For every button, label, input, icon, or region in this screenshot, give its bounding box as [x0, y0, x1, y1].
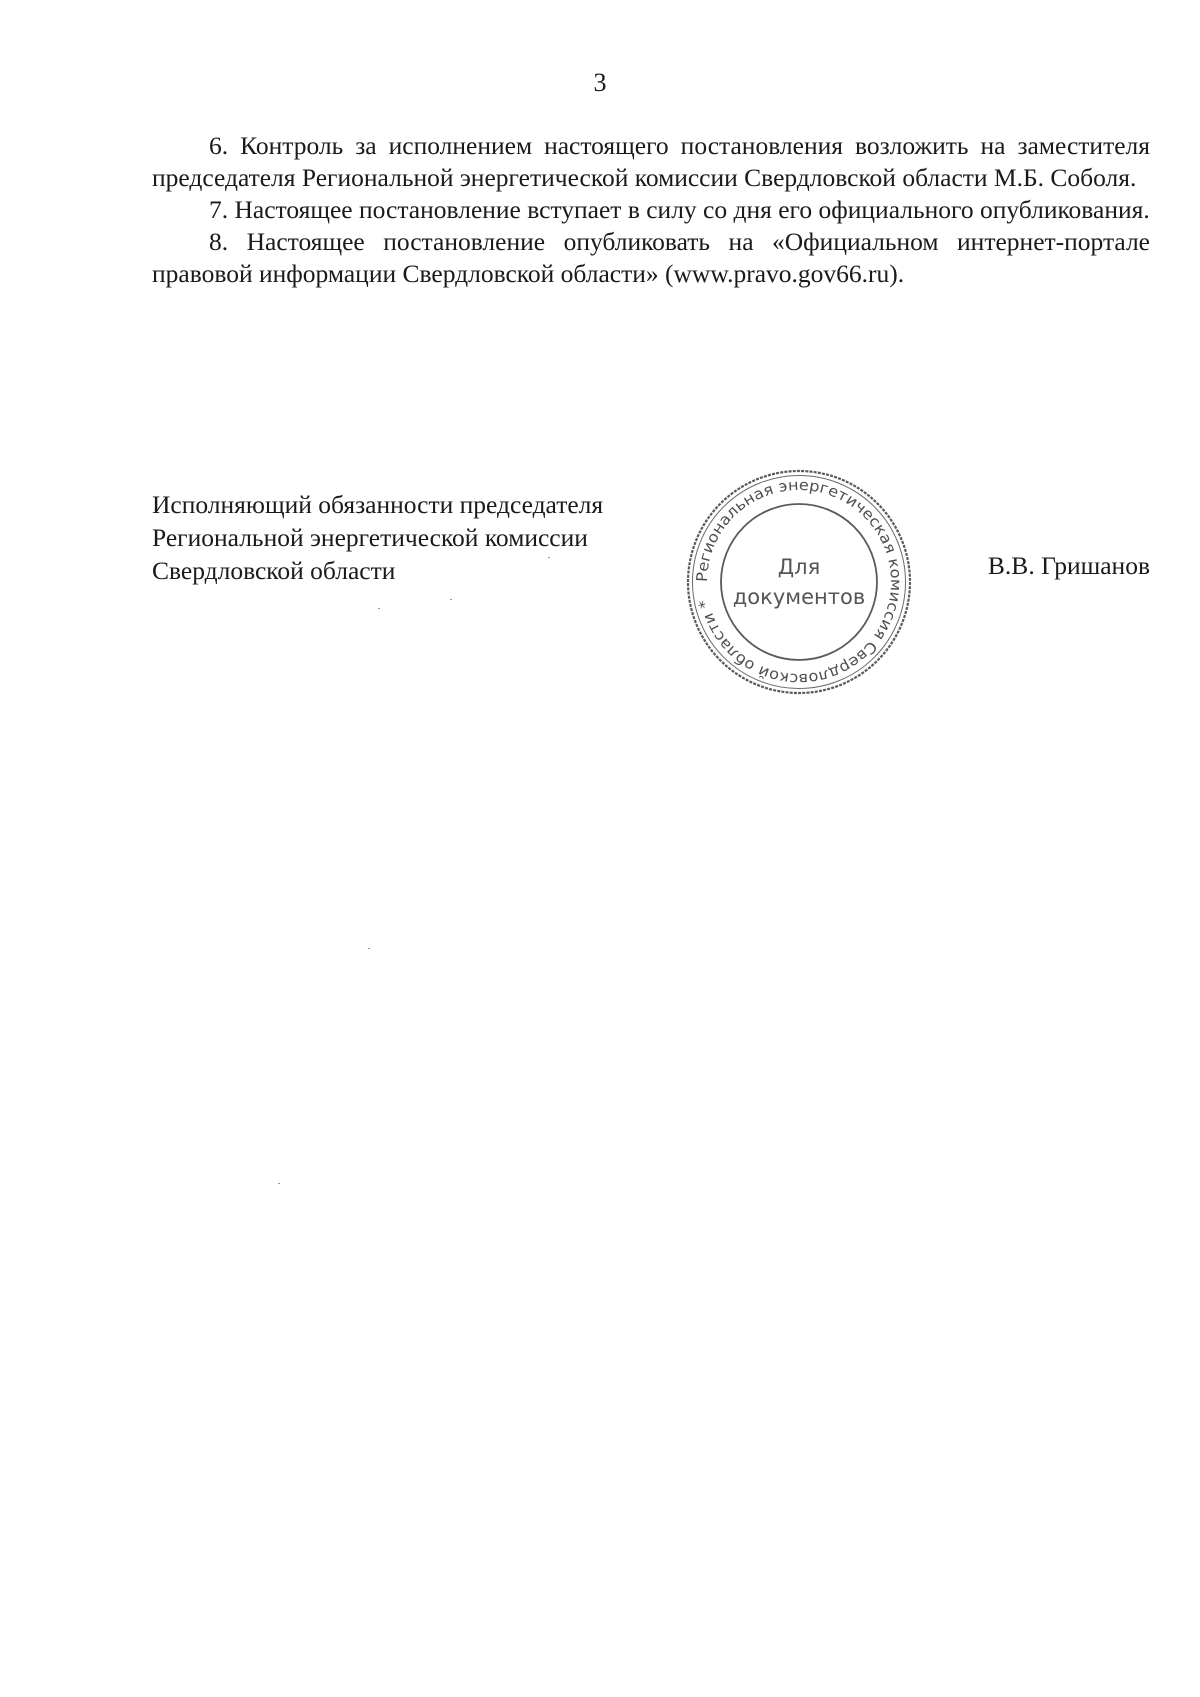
signatory-title-line: Региональной энергетической комиссии [152, 523, 588, 552]
seal-ring-text: Региональная энергетическая комиссия Свердловской области * [692, 475, 906, 689]
seal-inner-ring [721, 504, 877, 660]
seal-center-line-1: Для [777, 555, 821, 579]
signatory-title-line: Свердловской области [152, 556, 396, 585]
seal-center-line-2: документов [732, 585, 866, 609]
document-body [152, 130, 1150, 290]
scan-speck [278, 1183, 280, 1184]
scan-speck [378, 608, 380, 609]
paragraph-8: 8. Настоящее постановление опубликовать на «Официальном интернет-портале правовой информации Свердловской области» (www.pravo.gov66.ru). [152, 227, 1150, 288]
paragraph-7: 7. Настоящее постановление вступает в силу со дня его официального опубликования. [209, 195, 1150, 224]
page-number: 3 [593, 68, 607, 97]
scan-speck [548, 557, 550, 558]
official-seal [683, 466, 915, 698]
paragraph-6: 6. Контроль за исполнением настоящего постановления возложить на заместителя председателя Региональной энергетической комиссии Свердловской области М.Б. Соболя. [152, 131, 1150, 192]
scan-speck [450, 599, 452, 600]
signatory-title [152, 488, 672, 587]
signatory-title-line: Исполняющий обязанности председателя [152, 490, 604, 519]
signatory-name: В.В. Гришанов [987, 551, 1150, 580]
scan-speck [368, 948, 370, 949]
